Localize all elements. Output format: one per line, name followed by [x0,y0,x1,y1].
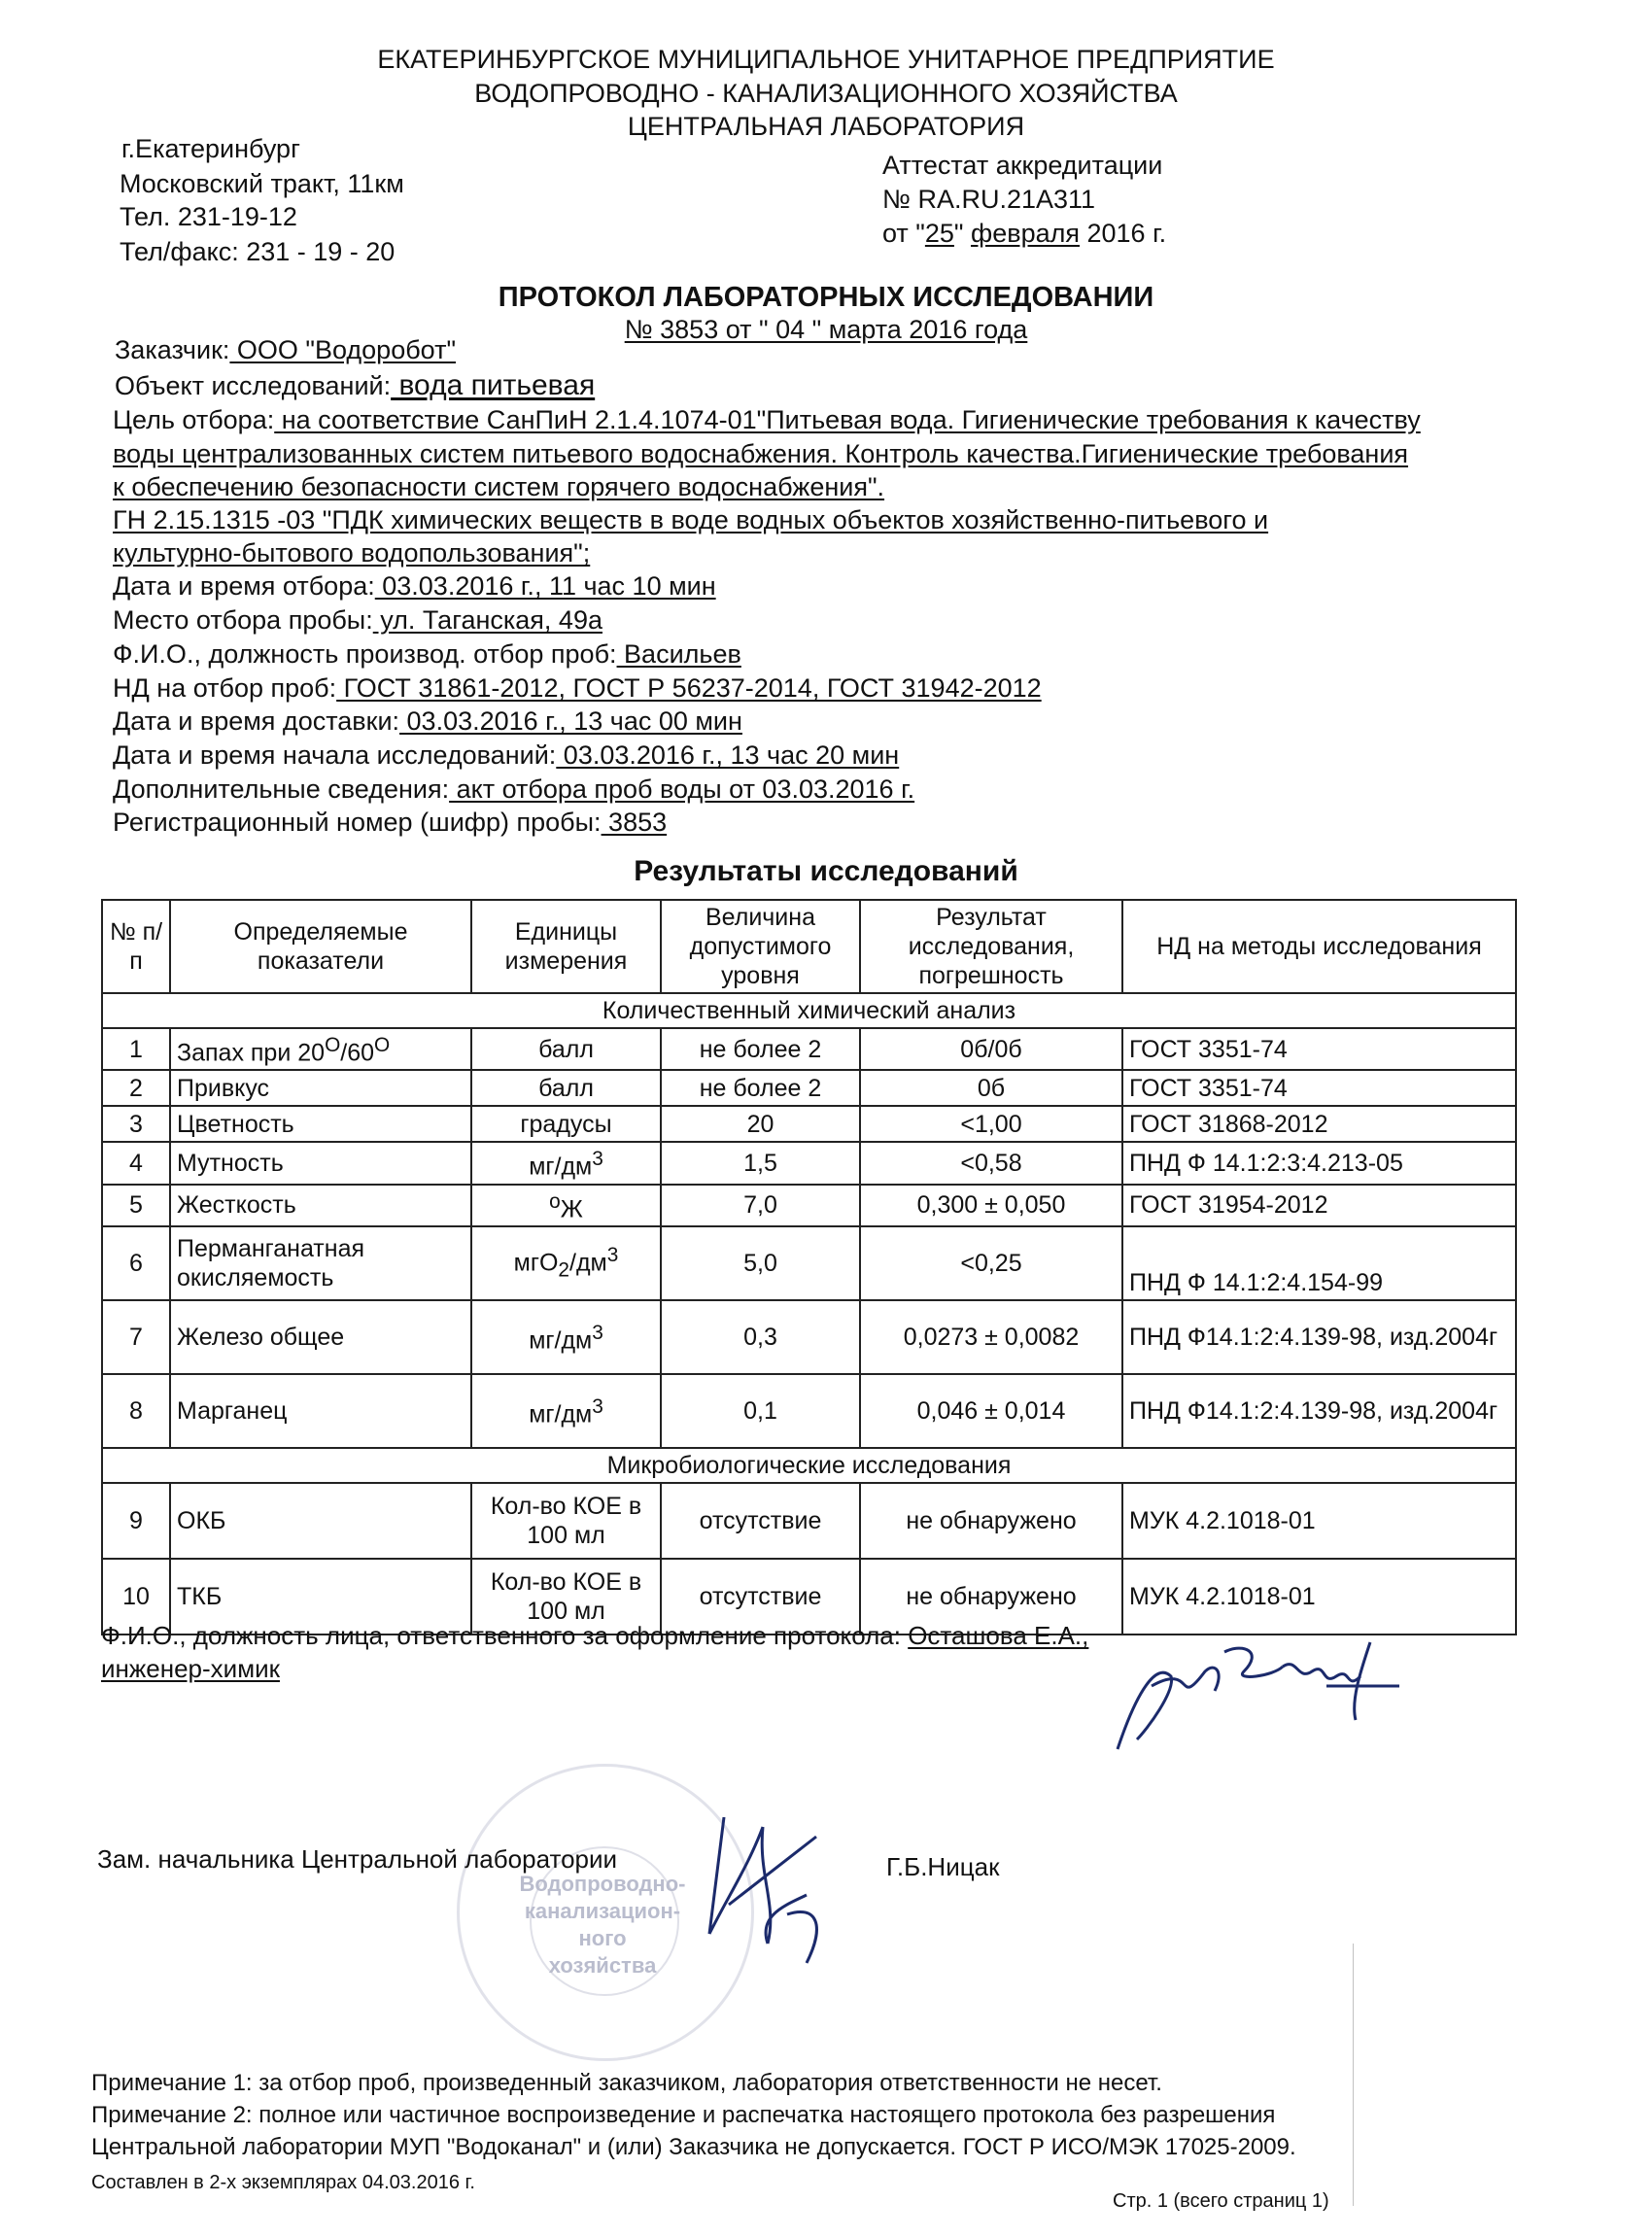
registration-number-field: Регистрационный номер (шифр) пробы: 3853 [113,808,668,837]
protocol-number: № 3853 от " 04 " марта 2016 года [624,315,1028,344]
copies-info: Составлен в 2-х экземплярах 04.03.2016 г. [91,2172,475,2193]
table-row: 5 Жесткость $^о$Ж 7,0 0,300 ± 0,050 ГОСТ 31954-2012 [102,1185,1516,1226]
table-row: 6 Перманганатная окисляемость $мгО_2/дм^3$ 5,0 <0,25 ПНД Ф 14.1:2:4.154-99 [102,1226,1516,1300]
address-fax: Тел/факс: 231 - 19 - 20 [120,237,396,266]
deputy-title: Зам. начальника Центральной лаборатории [97,1844,618,1874]
header-result: Результат исследования, погрешность [860,900,1122,993]
header-unit: Единицы измерения [471,900,661,993]
sampling-place-field: Место отбора пробы: ул. Таганская, 49а [113,605,602,635]
table-row: 3 Цветность градусы 20 <1,00 ГОСТ 31868-2012 [102,1106,1516,1142]
indicator-name: Запах при $20^O/60^O$ [170,1028,471,1070]
object-field: Объект исследований: вода питьевая [115,369,596,401]
deputy-name: Г.Б.Ницак [886,1852,1000,1881]
research-start-field: Дата и время начала исследований: 03.03.2016 г., 13 час 20 мин [113,740,900,770]
extra-info-field: Дополнительные сведения: акт отбора проб воды от 03.03.2016 г. [113,774,915,804]
purpose-line5: культурно-бытового водопользования"; [113,538,591,568]
protocol-title: ПРОТОКОЛ ЛАБОРАТОРНЫХ ИССЛЕДОВАНИИ [498,282,1154,313]
header-indicator: Определяемые показатели [170,900,471,993]
header-limit: Величина допустимого уровня [661,900,860,993]
section-microbiological: Микробиологические исследования [102,1448,1516,1483]
purpose-line2: воды централизованных систем питьевого водоснабжения. Контроль качества.Гигиенические требования [113,439,1409,468]
page-edge-line [1353,1944,1354,2206]
section-chemical: Количественный химический анализ [102,993,1516,1028]
purpose-field: Цель отбора: на соответствие СанПиН 2.1.4.1074-01"Питьевая вода. Гигиенические требования к качеству [113,405,1421,434]
table-row: 2 Привкус балл не более 2 0б ГОСТ 3351-74 [102,1070,1516,1106]
table-header-row [102,900,1516,993]
results-title: Результаты исследований [634,855,1018,887]
purpose-line3: к обеспечению безопасности систем горячего водоснабжения". [113,472,885,501]
org-name-line2: ВОДОПРОВОДНО - КАНАЛИЗАЦИОННОГО ХОЗЯЙСТВА [474,79,1178,108]
accreditation-date: от "25" февраля 2016 г. [882,219,1167,248]
address-street: Московский тракт, 11км [120,169,404,198]
org-name-line1: ЕКАТЕРИНБУРГСКОЕ МУНИЦИПАЛЬНОЕ УНИТАРНОЕ ПРЕДПРИЯТИЕ [377,45,1275,74]
section-row [102,1448,1516,1483]
responsible-position: инженер-химик [101,1654,280,1683]
page-number: Стр. 1 (всего страниц 1) [1113,2190,1329,2212]
responsible-signature [1079,1633,1428,1769]
customer-field: Заказчик: ООО "Водоробот" [115,335,457,364]
section-row [102,993,1516,1028]
table-row: 10 ТКБ Кол-во КОЕ в 100 мл отсутствие не обнаружено МУК 4.2.1018-01 [102,1559,1516,1635]
header-method: НД на методы исследования [1122,900,1516,993]
delivery-datetime-field: Дата и время доставки: 03.03.2016 г., 13 час 00 мин [113,706,742,736]
responsible-person: Ф.И.О., должность лица, ответственного за оформление протокола: Осташова Е.А., [101,1621,1089,1650]
table-row: 7 Железо общее $мг/дм^3$ 0,3 0,0273 ± 0,0082 ПНД Ф14.1:2:4.139-98, изд.2004г [102,1300,1516,1374]
note-2-line1: Примечание 2: полное или частичное воспроизведение и распечатка настоящего протокола без разрешения [91,2102,1276,2128]
table-row: 4 Мутность $мг/дм^3$ 1,5 <0,58 ПНД Ф 14.1:2:3:4.213-05 [102,1142,1516,1184]
results-table [101,899,1517,1635]
table-row: 1 Запах при $20^O/60^O$ балл не более 2 0б/0б ГОСТ 3351-74 [102,1028,1516,1070]
org-name-line3: ЦЕНТРАЛЬНАЯ ЛАБОРАТОРИЯ [627,112,1025,141]
note-2-line2: Центральной лаборатории МУП "Водоканал" и (или) Заказчика не допускается. ГОСТ Р ИСО/МЭК 17025-2009. [91,2134,1296,2160]
sampling-nd-field: НД на отбор проб: ГОСТ 31861-2012, ГОСТ Р 56237-2014, ГОСТ 31942-2012 [113,673,1042,703]
deputy-signature [671,1798,845,1992]
accreditation-label: Аттестат аккредитации [882,151,1163,180]
note-1: Примечание 1: за отбор проб, произведенный заказчиком, лаборатория ответственности не несет. [91,2070,1162,2096]
sampler-field: Ф.И.О., должность производ. отбор проб: Васильев [113,639,741,669]
purpose-line4: ГН 2.15.1315 -03 "ПДК химических веществ в воде водных объектов хозяйственно-питьевого и [113,505,1269,534]
address-city: г.Екатеринбург [121,134,300,163]
stamp-text: Водопроводно- канализацион- ного хозяйства [519,1872,686,1978]
table-row: 8 Марганец $мг/дм^3$ 0,1 0,046 ± 0,014 ПНД Ф14.1:2:4.139-98, изд.2004г [102,1374,1516,1448]
sampling-datetime-field: Дата и время отбора: 03.03.2016 г., 11 час 10 мин [113,571,716,601]
header-number: № п/п [102,900,170,993]
address-phone: Тел. 231-19-12 [120,202,297,231]
accreditation-number: № RA.RU.21A311 [882,185,1096,214]
table-row: 9 ОКБ Кол-во КОЕ в 100 мл отсутствие не обнаружено МУК 4.2.1018-01 [102,1483,1516,1559]
